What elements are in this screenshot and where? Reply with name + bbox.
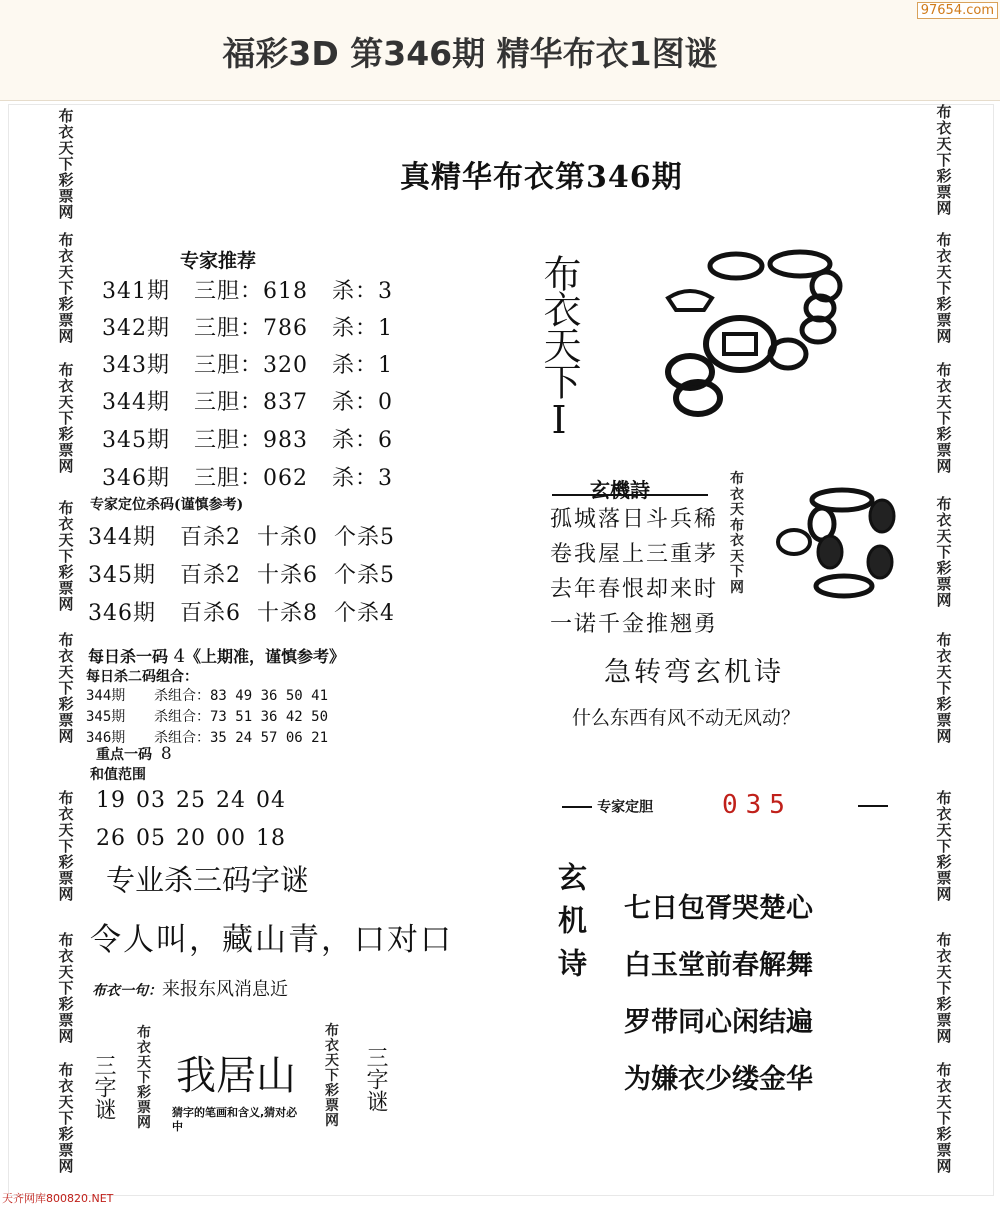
poem-line: 孤城落日斗兵稀: [550, 507, 719, 532]
dan: 三胆：062: [193, 466, 308, 491]
period: 344期: [88, 525, 156, 550]
kill: 杀：0: [331, 390, 393, 415]
period: 341期: [102, 279, 170, 304]
side-label: 布衣天下彩票网: [936, 103, 952, 217]
kill: 杀：3: [331, 466, 393, 491]
position-kill-heading: 专家定位杀码(谨慎参考): [90, 497, 244, 513]
buyi-sentence: [92, 975, 288, 1001]
riddle-right-tag: 三字谜: [363, 1046, 388, 1112]
period: 346期: [88, 601, 156, 626]
xuanji-vertical: 玄机诗: [554, 862, 588, 991]
dan: 三胆：320: [193, 353, 308, 378]
riddle-left-tag: 三字谜: [91, 1054, 116, 1120]
combo-values: 35 24 57 06 21: [210, 730, 329, 746]
dan: 三胆：837: [193, 390, 308, 415]
unit-kill: 个杀4: [333, 601, 395, 626]
combo-label: 杀组合：: [154, 688, 210, 704]
period: 343期: [102, 353, 170, 378]
position-kill-row: [88, 596, 395, 634]
side-label: 布衣天下彩票网: [936, 631, 952, 745]
poem-lines: [550, 502, 718, 642]
dan: 三胆：618: [193, 279, 308, 304]
kill: 杀：1: [331, 353, 393, 378]
period: 346期: [86, 730, 126, 746]
side-label: 布衣天下彩票网: [58, 931, 74, 1045]
side-label: 布衣天下彩票网: [137, 1025, 151, 1131]
riddle-text: 令人叫，藏山青，口对口: [90, 922, 453, 958]
poem-line: 一诺千金推翘勇: [550, 612, 719, 637]
unit-kill: 个杀5: [333, 525, 395, 550]
expert-row: [102, 423, 393, 461]
daily-kill-one-value: 4: [173, 646, 186, 667]
expert-row: [102, 274, 393, 311]
expert-row: [102, 385, 393, 423]
issue-title: 真精华布衣第346期: [400, 160, 683, 195]
key-code: [96, 744, 172, 764]
kill: 杀：1: [331, 316, 393, 341]
riddle-center-hint: 猜字的笔画和含义,猜对必中: [172, 1106, 298, 1133]
poem2-lines: [624, 886, 813, 1114]
combo-values: 73 51 36 42 50: [210, 709, 329, 725]
daily-kill-one-label: 每日杀一码: [88, 647, 169, 666]
position-kill-row: [88, 520, 395, 558]
expert-dan: [562, 796, 653, 817]
period: 344期: [86, 688, 126, 704]
period: 344期: [102, 390, 170, 415]
side-label: 布衣天下彩票网: [936, 1061, 952, 1175]
dash-line: [858, 805, 888, 807]
poem-side-label: 布衣天布衣天下网: [730, 471, 744, 596]
poem-line: 卷我屋上三重茅: [550, 542, 719, 567]
side-label: 布衣天下彩票网: [58, 107, 74, 221]
period: 346期: [102, 466, 170, 491]
ten-kill: 十杀6: [256, 563, 318, 588]
daily-kill-one-note: 《上期准，谨慎参考》: [185, 647, 346, 666]
ten-kill: 十杀0: [256, 525, 318, 550]
dan: 三胆：786: [193, 316, 308, 341]
key-code-label: 重点一码: [96, 747, 152, 763]
side-label: 布衣天下彩票网: [936, 361, 952, 475]
sum-range-label: 和值范围: [90, 767, 146, 783]
expert-row: [102, 461, 393, 498]
buyi-text: 来报东风消息近: [162, 979, 288, 1000]
side-label: 布衣天下彩票网: [936, 231, 952, 345]
riddle-center-text: 我居山: [176, 1053, 296, 1099]
position-kill-table: [88, 520, 395, 634]
buyi-label: 布衣一句：: [92, 983, 162, 999]
key-code-value: 8: [160, 744, 172, 764]
page-title: 福彩3D 第346期 精华布衣1图谜: [222, 34, 718, 73]
period: 345期: [102, 428, 170, 453]
side-label: 布衣天下彩票网: [936, 789, 952, 903]
combo-label: 杀组合：: [154, 730, 210, 746]
brainteaser-question: 什么东西有风不动无风动？: [572, 707, 801, 729]
combo-table: [86, 685, 328, 748]
expert-heading: 专家推荐: [180, 250, 257, 272]
side-label: 布衣天下彩票网: [58, 631, 74, 745]
expert-dan-value: 035: [722, 790, 793, 820]
poem2-line: 罗带同心闲结遍: [624, 1007, 813, 1038]
riddle-heading: 专业杀三码字谜: [106, 863, 310, 897]
poem2-line: 白玉堂前春解舞: [624, 950, 813, 981]
expert-dan-label: 专家定胆: [597, 799, 654, 816]
hundred-kill: 百杀2: [179, 525, 241, 550]
period: 342期: [102, 316, 170, 341]
dash-line: [562, 806, 592, 808]
kill: 杀：3: [331, 279, 393, 304]
combo-row: [86, 706, 328, 727]
ten-kill: 十杀8: [256, 601, 318, 626]
poem-line: 去年春恨却来时: [550, 577, 719, 602]
dan: 三胆：983: [193, 428, 308, 453]
daily-kill-one: [88, 644, 345, 667]
side-label: 布衣天下彩票网: [58, 231, 74, 345]
poem-heading-rule: [552, 494, 708, 496]
buyi-vertical-title: 布衣天下I: [537, 254, 581, 440]
combo-label: 杀组合：: [154, 709, 210, 725]
side-label: 布衣天下彩票网: [936, 495, 952, 609]
expert-table: [102, 274, 393, 498]
site-watermark[interactable]: 97654.com: [917, 2, 998, 19]
side-label: 布衣天下彩票网: [58, 789, 74, 903]
poem2-line: 为嫌衣少缕金华: [624, 1064, 813, 1095]
expert-row: [102, 311, 393, 348]
hundred-kill: 百杀6: [179, 601, 241, 626]
combo-values: 83 49 36 50 41: [210, 688, 329, 704]
sum-range-row-1: 19 03 25 24 04: [96, 788, 286, 813]
daily-kill-two-label: 每日杀二码组合：: [86, 669, 198, 685]
unit-kill: 个杀5: [333, 563, 395, 588]
position-kill-row: [88, 558, 395, 596]
period: 345期: [86, 709, 126, 725]
poem-heading: 玄機詩: [590, 478, 650, 502]
side-label: 布衣天下彩票网: [325, 1023, 339, 1129]
combo-row: [86, 685, 328, 706]
side-label: 布衣天下彩票网: [58, 1061, 74, 1175]
poem2-line: 七日包胥哭楚心: [624, 893, 813, 924]
side-label: 布衣天下彩票网: [936, 931, 952, 1045]
expert-row: [102, 348, 393, 385]
footer-watermark: 天齐网库800820.NET: [2, 1192, 114, 1205]
coins-illustration-icon: [660, 246, 870, 426]
kill: 杀：6: [331, 428, 393, 453]
side-label: 布衣天下彩票网: [58, 361, 74, 475]
period: 345期: [88, 563, 156, 588]
sum-range-row-2: 26 05 20 00 18: [96, 826, 286, 851]
brainteaser-title: 急转弯玄机诗: [604, 657, 784, 688]
side-label: 布衣天下彩票网: [58, 499, 74, 613]
coins-illustration-icon: [770, 486, 910, 606]
hundred-kill: 百杀2: [179, 563, 241, 588]
